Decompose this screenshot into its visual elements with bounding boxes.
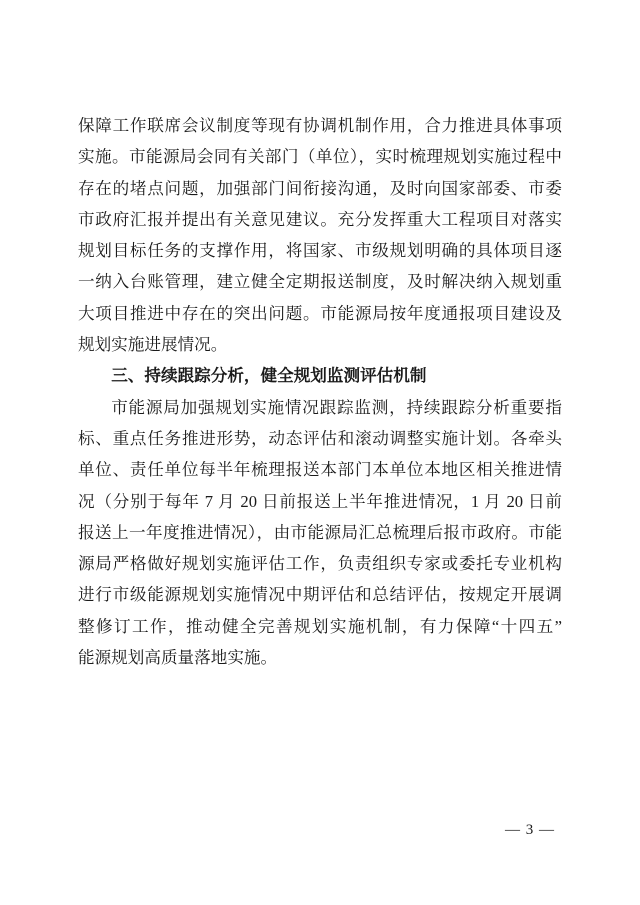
text-line: 市能源局加强规划实施情况跟踪监测，持续跟踪分析重要指 — [111, 397, 562, 417]
text-line: 规划目标任务的支撑作用，将国家、市级规划明确的具体项目逐 — [78, 241, 562, 261]
text-line: 整修订工作，推动健全完善规划实施机制，有力保障“十四五” — [78, 616, 562, 636]
text-line: 市政府汇报并提出有关意见建议。充分发挥重大工程项目对落实 — [78, 209, 562, 229]
text-line: 能源规划高质量落地实施。 — [78, 648, 278, 668]
page-number: — 3 — — [505, 822, 555, 838]
text-line: 保障工作联席会议制度等现有协调机制作用，合力推进具体事项 — [78, 116, 562, 135]
text-line: 进行市级能源规划实施情况中期评估和总结评估，按规定开展调 — [78, 585, 562, 605]
text-line: 大项目推进中存在的突出问题。市能源局按年度通报项目建设及 — [78, 303, 562, 323]
paragraph-tracking-analysis — [78, 392, 562, 674]
text-line: 源局严格做好规划实施评估工作，负责组织专家或委托专业机构 — [78, 554, 562, 574]
text-line: 况（分别于每年 7 月 20 日前报送上半年推进情况，1 月 20 日前 — [78, 491, 562, 511]
text-line: 一纳入台账管理，建立健全定期报送制度，及时解决纳入规划重 — [78, 272, 562, 292]
document-body — [78, 110, 562, 673]
text-line: 报送上一年度推进情况），由市能源局汇总梳理后报市政府。市能 — [78, 522, 562, 542]
text-line: 实施。市能源局会同有关部门（单位），实时梳理规划实施过程中 — [78, 147, 562, 167]
text-line: 单位、责任单位每半年梳理报送本部门本单位本地区相关推进情 — [78, 460, 562, 480]
text-line: 标、重点任务推进形势，动态评估和滚动调整实施计划。各牵头 — [78, 428, 562, 448]
paragraph-continued — [78, 110, 562, 360]
section-heading: 三、持续跟踪分析，健全规划监测评估机制 — [111, 366, 427, 386]
text-line: 存在的堵点问题，加强部门间衔接沟通，及时向国家部委、市委 — [78, 178, 562, 198]
text-line: 规划实施进展情况。 — [78, 335, 228, 355]
